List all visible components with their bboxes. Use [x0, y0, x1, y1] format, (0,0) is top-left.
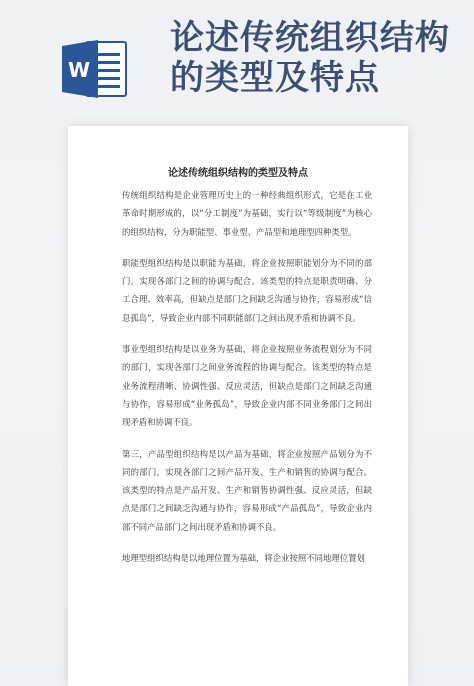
document-body [122, 186, 372, 580]
banner-title [170, 18, 460, 98]
banner-title-line-2: 的类型及特点 [170, 58, 380, 98]
paragraph-geographic: 地理型组织结构是以地理位置为基础，将企业按照不同地理位置划 [122, 553, 365, 564]
svg-text:W: W [68, 58, 91, 82]
document-title: 论述传统组织结构的类型及特点 [168, 168, 308, 179]
document-page [68, 126, 408, 686]
header-banner [0, 0, 474, 120]
paragraph-functional: 职能型组织结构是以职能为基础，将企业按照职能划分为不同的部门，实现各部门之间的协调与配合。该类型的特点是职责明确、分工合理、效率高，但缺点是部门之间缺乏沟通与协作，容易形成“信息孤岛”，导致企业内部不同职能部门之间出现矛盾和协调不良。 [122, 257, 372, 323]
paragraph-intro: 传统组织结构是企业管理历史上的一种经典组织形式，它是在工业革命时期形成的，以“分工制度”为基础，实行以“等级制度”为核心的组织结构，分为职能型、事业型、产品型和地理型四种类型。 [122, 190, 372, 237]
paragraph-business: 事业型组织结构是以业务为基础，将企业按照业务流程划分为不同的部门，实现各部门之间业务流程的协调与配合。该类型的特点是业务流程清晰、协调性强、反应灵活，但缺点是部门之间缺乏沟通与协作，容易形成“业务孤岛”，导致企业内部不同业务部门之间出现矛盾和协调不良。 [122, 344, 372, 428]
banner-title-line-1: 论述传统组织结构 [170, 18, 450, 58]
word-icon [60, 38, 130, 100]
paragraph-product: 第三，产品型组织结构是以产品为基础，将企业按照产品划分为不同的部门，实现各部门之间产品开发、生产和销售的协调与配合。该类型的特点是产品开发、生产和销售协调性强、反应灵活，但缺点是部门之间缺乏沟通与协作，容易形成“产品孤岛”，导致企业内部不同产品部门之间出现矛盾和协调不良。 [122, 448, 372, 532]
